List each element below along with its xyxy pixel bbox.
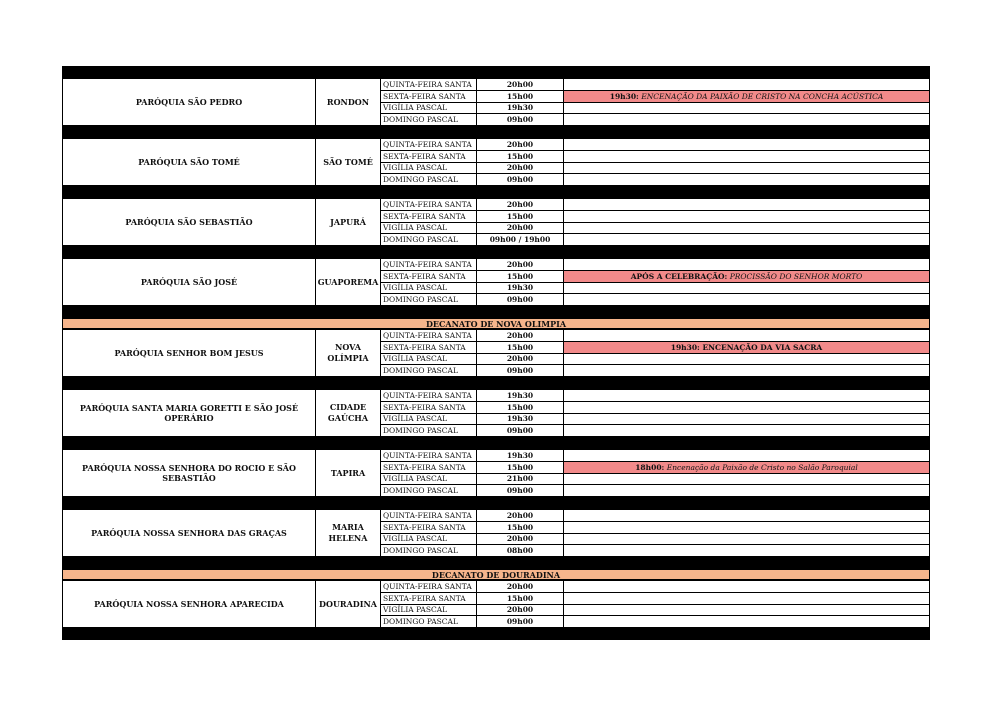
note-cell <box>564 402 930 413</box>
note-cell <box>564 91 930 102</box>
time-value: 09h00 <box>477 294 564 305</box>
time-value: 19h30 <box>477 103 564 114</box>
separator-bar <box>62 437 930 449</box>
note-cell <box>564 462 930 473</box>
time-value: 15h00 <box>477 402 564 413</box>
time-value: 08h00 <box>477 545 564 556</box>
schedule-row <box>381 223 930 235</box>
time-value: 19h30 <box>477 390 564 401</box>
day-label: DOMINGO PASCAL <box>381 616 477 627</box>
parish-name: PARÓQUIA SÃO TOMÉ <box>62 138 315 186</box>
schedule-rows <box>381 258 930 306</box>
day-label: SEXTA-FEIRA SANTA <box>381 211 477 222</box>
schedule-row <box>381 139 930 151</box>
note-cell <box>564 103 930 114</box>
schedule-row <box>381 234 930 245</box>
time-value: 20h00 <box>477 510 564 521</box>
schedule-row <box>381 522 930 534</box>
parish-block <box>62 258 930 306</box>
schedule-row <box>381 365 930 376</box>
separator-bar <box>62 497 930 509</box>
parish-name: PARÓQUIA NOSSA SENHORA APARECIDA <box>62 580 315 628</box>
time-value: 15h00 <box>477 271 564 282</box>
parish-block <box>62 449 930 497</box>
day-label: VIGÍLIA PASCAL <box>381 414 477 425</box>
day-label: QUINTA-FEIRA SANTA <box>381 79 477 90</box>
note-cell <box>564 522 930 533</box>
time-value: 09h00 <box>477 174 564 185</box>
separator-bar <box>62 66 930 78</box>
day-label: QUINTA-FEIRA SANTA <box>381 199 477 210</box>
parish-name: PARÓQUIA SÃO PEDRO <box>62 78 315 126</box>
day-label: SEXTA-FEIRA SANTA <box>381 462 477 473</box>
time-value: 15h00 <box>477 211 564 222</box>
schedule-rows <box>381 198 930 246</box>
schedule-row <box>381 271 930 283</box>
time-value: 20h00 <box>477 163 564 174</box>
time-value: 20h00 <box>477 259 564 270</box>
note-cell <box>564 174 930 185</box>
note-bold: APÓS A CELEBRAÇÃO: <box>630 271 728 281</box>
day-label: DOMINGO PASCAL <box>381 234 477 245</box>
schedule-row <box>381 114 930 125</box>
day-label: QUINTA-FEIRA SANTA <box>381 510 477 521</box>
time-value: 20h00 <box>477 330 564 341</box>
parish-name: PARÓQUIA NOSSA SENHORA DO ROCIO E SÃO SEBASTIÃO <box>62 449 315 497</box>
schedule-row <box>381 294 930 305</box>
note-cell <box>564 294 930 305</box>
note-cell <box>564 545 930 556</box>
separator-bar <box>62 186 930 198</box>
day-label: VIGÍLIA PASCAL <box>381 354 477 365</box>
time-value: 09h00 <box>477 365 564 376</box>
note-cell <box>564 450 930 461</box>
schedule-row <box>381 91 930 103</box>
parish-name: PARÓQUIA SENHOR BOM JESUS <box>62 329 315 377</box>
note-cell <box>564 211 930 222</box>
parish-block <box>62 329 930 377</box>
city-name: MARIA HELENA <box>315 509 381 557</box>
schedule-rows <box>381 509 930 557</box>
schedule-row <box>381 199 930 211</box>
note-cell <box>564 616 930 627</box>
day-label: VIGÍLIA PASCAL <box>381 605 477 616</box>
time-value: 15h00 <box>477 462 564 473</box>
note-cell <box>564 199 930 210</box>
time-value: 09h00 <box>477 616 564 627</box>
city-name: CIDADE GAÚCHA <box>315 389 381 437</box>
schedule-rows <box>381 329 930 377</box>
time-value: 15h00 <box>477 522 564 533</box>
note-cell <box>564 414 930 425</box>
day-label: SEXTA-FEIRA SANTA <box>381 402 477 413</box>
schedule-row <box>381 534 930 546</box>
note-cell <box>564 259 930 270</box>
schedule-row <box>381 259 930 271</box>
note-cell <box>564 234 930 245</box>
parish-block <box>62 198 930 246</box>
note-cell <box>564 163 930 174</box>
time-value: 21h00 <box>477 474 564 485</box>
day-label: VIGÍLIA PASCAL <box>381 163 477 174</box>
note-cell <box>564 474 930 485</box>
note-italic: Encenação da Paixão de Cristo no Salão Paroquial <box>666 462 858 472</box>
schedule-row <box>381 616 930 627</box>
day-label: VIGÍLIA PASCAL <box>381 474 477 485</box>
schedule-row <box>381 151 930 163</box>
parish-block <box>62 580 930 628</box>
day-label: QUINTA-FEIRA SANTA <box>381 139 477 150</box>
schedule-rows <box>381 449 930 497</box>
note-cell <box>564 223 930 234</box>
note-cell <box>564 283 930 294</box>
parish-block <box>62 389 930 437</box>
time-value: 09h00 <box>477 485 564 496</box>
note-cell <box>564 605 930 616</box>
time-value: 19h30 <box>477 450 564 461</box>
note-cell <box>564 425 930 436</box>
day-label: VIGÍLIA PASCAL <box>381 103 477 114</box>
note-cell <box>564 114 930 125</box>
day-label: SEXTA-FEIRA SANTA <box>381 91 477 102</box>
separator-bar <box>62 306 930 318</box>
parish-name: PARÓQUIA SÃO SEBASTIÃO <box>62 198 315 246</box>
day-label: SEXTA-FEIRA SANTA <box>381 271 477 282</box>
time-value: 20h00 <box>477 223 564 234</box>
city-name: TAPIRA <box>315 449 381 497</box>
time-value: 19h30 <box>477 414 564 425</box>
day-label: VIGÍLIA PASCAL <box>381 534 477 545</box>
schedule-row <box>381 163 930 175</box>
day-label: VIGÍLIA PASCAL <box>381 283 477 294</box>
time-value: 09h00 <box>477 114 564 125</box>
day-label: DOMINGO PASCAL <box>381 485 477 496</box>
schedule-row <box>381 462 930 474</box>
time-value: 15h00 <box>477 342 564 353</box>
parish-block <box>62 78 930 126</box>
city-name: DOURADINA <box>315 580 381 628</box>
parish-name: PARÓQUIA SÃO JOSÉ <box>62 258 315 306</box>
time-value: 19h30 <box>477 283 564 294</box>
note-italic: PROCISSÃO DO SENHOR MORTO <box>729 271 863 281</box>
schedule-row <box>381 402 930 414</box>
schedule-row <box>381 474 930 486</box>
note-cell <box>564 390 930 401</box>
day-label: DOMINGO PASCAL <box>381 174 477 185</box>
time-value: 20h00 <box>477 354 564 365</box>
schedule-row <box>381 581 930 593</box>
schedule-row <box>381 414 930 426</box>
note-cell <box>564 593 930 604</box>
day-label: VIGÍLIA PASCAL <box>381 223 477 234</box>
time-value: 09h00 <box>477 425 564 436</box>
note-cell <box>564 330 930 341</box>
parish-block <box>62 509 930 557</box>
day-label: QUINTA-FEIRA SANTA <box>381 259 477 270</box>
day-label: SEXTA-FEIRA SANTA <box>381 342 477 353</box>
schedule-row <box>381 593 930 605</box>
schedule-row <box>381 79 930 91</box>
schedule-rows <box>381 389 930 437</box>
day-label: QUINTA-FEIRA SANTA <box>381 581 477 592</box>
city-name: JAPURÁ <box>315 198 381 246</box>
day-label: DOMINGO PASCAL <box>381 365 477 376</box>
decanato-header: DECANATO DE DOURADINA <box>62 569 930 580</box>
schedule-row <box>381 545 930 556</box>
time-value: 20h00 <box>477 534 564 545</box>
day-label: DOMINGO PASCAL <box>381 425 477 436</box>
separator-bar <box>62 246 930 258</box>
city-name: GUAPOREMA <box>315 258 381 306</box>
schedule-row <box>381 211 930 223</box>
separator-bar <box>62 377 930 389</box>
note-bold: 19h30: ENCENAÇÃO DA VIA SACRA <box>670 342 823 352</box>
note-bold: 18h00: <box>635 462 665 472</box>
note-cell <box>564 534 930 545</box>
day-label: QUINTA-FEIRA SANTA <box>381 390 477 401</box>
separator-bar <box>62 557 930 569</box>
day-label: DOMINGO PASCAL <box>381 294 477 305</box>
schedule-rows <box>381 138 930 186</box>
time-value: 20h00 <box>477 79 564 90</box>
time-value: 09h00 / 19h00 <box>477 234 564 245</box>
schedule-rows <box>381 78 930 126</box>
note-italic: ENCENAÇÃO DA PAIXÃO DE CRISTO NA CONCHA ACÚSTICA <box>641 91 884 101</box>
day-label: SEXTA-FEIRA SANTA <box>381 522 477 533</box>
parish-name: PARÓQUIA NOSSA SENHORA DAS GRAÇAS <box>62 509 315 557</box>
note-cell <box>564 365 930 376</box>
note-cell <box>564 271 930 282</box>
time-value: 15h00 <box>477 593 564 604</box>
city-name: SÃO TOMÉ <box>315 138 381 186</box>
schedule-row <box>381 485 930 496</box>
time-value: 20h00 <box>477 139 564 150</box>
schedule-row <box>381 425 930 436</box>
parish-name: PARÓQUIA SANTA MARIA GORETTI E SÃO JOSÉ OPERÁRIO <box>62 389 315 437</box>
parish-block <box>62 138 930 186</box>
schedule-row <box>381 283 930 295</box>
time-value: 20h00 <box>477 199 564 210</box>
note-bold: 19h30: <box>609 91 639 101</box>
note-cell <box>564 581 930 592</box>
schedule-row <box>381 450 930 462</box>
city-name: RONDON <box>315 78 381 126</box>
schedule-row <box>381 103 930 115</box>
day-label: QUINTA-FEIRA SANTA <box>381 450 477 461</box>
day-label: SEXTA-FEIRA SANTA <box>381 593 477 604</box>
schedule-rows <box>381 580 930 628</box>
day-label: DOMINGO PASCAL <box>381 114 477 125</box>
note-cell <box>564 485 930 496</box>
time-value: 15h00 <box>477 91 564 102</box>
schedule-row <box>381 174 930 185</box>
separator-bar <box>62 126 930 138</box>
schedule-row <box>381 342 930 354</box>
day-label: QUINTA-FEIRA SANTA <box>381 330 477 341</box>
note-cell <box>564 510 930 521</box>
schedule-row <box>381 354 930 366</box>
day-label: SEXTA-FEIRA SANTA <box>381 151 477 162</box>
time-value: 20h00 <box>477 605 564 616</box>
note-cell <box>564 354 930 365</box>
time-value: 15h00 <box>477 151 564 162</box>
day-label: DOMINGO PASCAL <box>381 545 477 556</box>
note-cell <box>564 151 930 162</box>
schedule-table <box>62 66 930 640</box>
schedule-row <box>381 390 930 402</box>
note-cell <box>564 79 930 90</box>
separator-bar <box>62 628 930 640</box>
note-cell <box>564 139 930 150</box>
schedule-row <box>381 605 930 617</box>
schedule-row <box>381 330 930 342</box>
time-value: 20h00 <box>477 581 564 592</box>
note-cell <box>564 342 930 353</box>
decanato-header: DECANATO DE NOVA OLIMPIA <box>62 318 930 329</box>
city-name: NOVA OLÍMPIA <box>315 329 381 377</box>
schedule-row <box>381 510 930 522</box>
